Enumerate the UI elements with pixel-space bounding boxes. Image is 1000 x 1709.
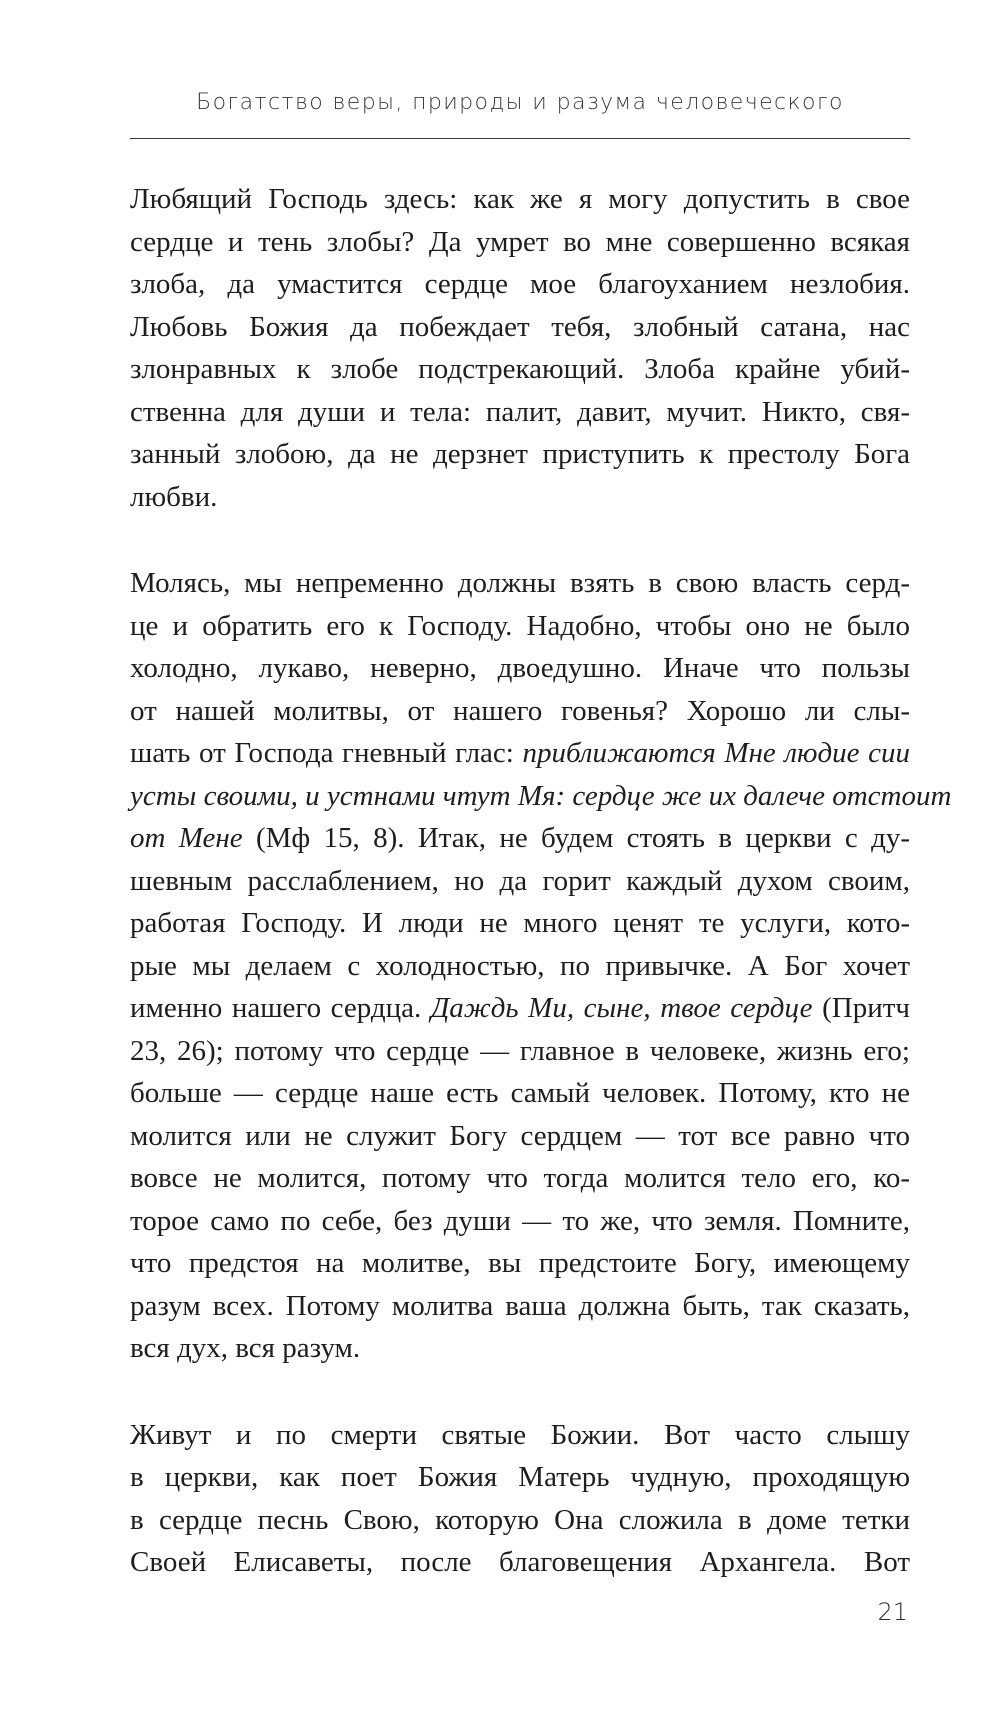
text-line <box>130 647 910 690</box>
text-run: вовсе не молится, потому что тогда молится тело его, ко- <box>130 1162 910 1194</box>
text-line <box>130 1327 910 1370</box>
text-run: в сердце песнь Свою, которую Она сложила в доме тетки <box>130 1503 910 1536</box>
paragraph <box>130 178 910 518</box>
text-run: работая Господу. И люди не много ценят те услуги, кото- <box>130 907 910 939</box>
text-line <box>130 817 910 860</box>
text-line <box>130 178 910 221</box>
text-line <box>130 221 910 264</box>
text-run: шевным расслаблением, но да горит каждый духом своим, <box>130 864 910 897</box>
text-line <box>130 1541 910 1584</box>
text-run: холодно, лукаво, неверно, двоедушно. Иначе что пользы <box>130 652 910 684</box>
italic-quote: от Мене <box>130 822 243 854</box>
text-line <box>130 1456 910 1499</box>
text-run: молится или не служит Богу сердцем — тот все равно что <box>130 1119 910 1152</box>
text-run: (Мф 15, 8). Итак, не будем стоять в церкви с ду- <box>242 822 910 854</box>
text-run: рые мы делаем с холодностью, по привычке. А Бог хочет <box>130 949 910 982</box>
text-run: 23, 26); потому что сердце — главное в человеке, жизнь его; <box>130 1034 910 1067</box>
text-run: ственна для души и тела: палит, давит, мучит. Никто, свя- <box>130 395 910 428</box>
text-run: торое само по себе, без души — то же, что земля. Помните, <box>130 1204 910 1237</box>
text-run: це и обратить его к Господу. Надобно, чтобы оно не было <box>130 609 910 642</box>
text-line <box>130 1242 910 1285</box>
paragraph <box>130 1414 910 1584</box>
text-run: от нашей молитвы, от нашего говенья? Хорошо ли слы- <box>130 694 910 727</box>
text-run: любви. <box>130 480 218 513</box>
text-run: занный злобою, да не дерзнет приступить к престолу Бога <box>130 438 910 470</box>
text-run: именно нашего сердца. <box>130 992 431 1024</box>
header-rule <box>130 138 910 139</box>
text-line <box>130 902 910 945</box>
text-line <box>130 1285 910 1328</box>
text-line <box>130 1115 910 1158</box>
text-line <box>130 945 910 988</box>
text-run: Любящий Господь здесь: как же я могу допустить в свое <box>130 183 910 215</box>
text-line <box>130 391 910 434</box>
text-line <box>130 775 952 818</box>
text-line <box>130 987 910 1030</box>
text-run: вся дух, вся разум. <box>130 1332 361 1364</box>
text-line <box>130 476 910 519</box>
body-text <box>130 178 952 1628</box>
italic-quote: Даждь Ми, сыне, твое сердце <box>430 992 813 1024</box>
text-run: шать от Господа гневный глас: <box>130 737 523 769</box>
running-head: Богатство веры, природы и разума человеческого <box>196 90 844 115</box>
text-line <box>130 1499 910 1542</box>
text-run: Молясь, мы непременно должны взять в свою власть серд- <box>130 567 910 599</box>
text-run: Своей Елисаветы, после благовещения Архангела. Вот <box>130 1546 910 1578</box>
text-line <box>130 433 910 476</box>
text-run: разум всех. Потому молитва ваша должна быть, так сказать, <box>130 1289 910 1322</box>
paragraph <box>130 562 952 1370</box>
text-line <box>130 1157 910 1200</box>
text-run: сердце и тень злобы? Да умрет во мне совершенно всякая <box>130 225 910 258</box>
text-run: (Притч <box>812 992 910 1024</box>
text-line <box>130 690 910 733</box>
text-run: злонравных к злобе подстрекающий. Злоба крайне убий- <box>130 353 910 385</box>
text-line <box>130 562 910 605</box>
text-line <box>130 1030 910 1073</box>
text-run: в церкви, как поет Божия Матерь чудную, проходящую <box>130 1461 910 1493</box>
text-line <box>130 1200 910 1243</box>
text-run: злоба, да умастится сердце мое благоуханием незлобия. <box>130 268 910 300</box>
text-line <box>130 348 910 391</box>
page-number: 21 <box>877 1598 908 1626</box>
text-line <box>130 263 910 306</box>
text-line <box>130 306 910 349</box>
italic-quote: приближаются Мне людие сии <box>522 737 910 769</box>
text-line <box>130 732 910 775</box>
text-line <box>130 860 910 903</box>
italic-quote: усты своими, и устнами чтут Мя: сердце же их далече отстоит <box>130 779 952 812</box>
text-line <box>130 1414 910 1457</box>
text-run: Живут и по смерти святые Божии. Вот часто слышу <box>130 1418 910 1451</box>
text-run: больше — сердце наше есть самый человек. Потому, кто не <box>130 1077 910 1109</box>
text-run: Любовь Божия да побеждает тебя, злобный сатана, нас <box>130 310 910 343</box>
text-run: что предстоя на молитве, вы предстоите Богу, имеющему <box>130 1247 910 1279</box>
text-line <box>130 605 910 648</box>
text-line <box>130 1072 910 1115</box>
